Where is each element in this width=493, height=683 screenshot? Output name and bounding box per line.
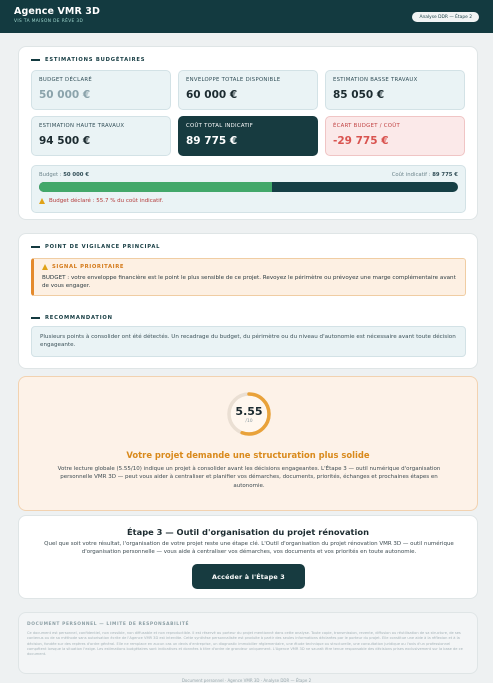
warning-icon [39, 198, 45, 204]
legal-body: Ce document est personnel, confidentiel, non cessible, non diffusable et non reproductible. Il est réservé au porteur du projet mentionné dans cette analyse. Toute copie, transmission, revente, diffusion ou réutilisation de sa structure, de ses contenus ou de sa méthode sans autorisation écrite de l'Agence VMR 3D est interdite. Cette synthèse personnalisée est produite à partir des seules informations déclarées par le porteur du projet. Elle constitue une aide à la réflexion et à la décision, fondée sur des repères d'ordre général. Elle ne remplace en aucun cas un devis d'entreprise, un diagnostic immobilier réglementaire, une étude technique ou structurelle, une consultation juridique ou l'avis d'un professionnel compétent lorsque la situation l'exige. Les estimations budgétaires sont indicatives et données à titre d'ordre de grandeur uniquement. L'Agence VMR 3D ne saurait être tenue responsable des décisions prises exclusivement sur la base de ce document. [27, 631, 463, 657]
tile-value: 50 000 € [39, 89, 91, 101]
budget-progress-fill [39, 182, 272, 192]
score-description: Votre lecture globale (5.55/10) indique un projet à consolider avant les décisions engageantes. L'Étape 3 — outil numérique d'organisation personnelle VMR 3D — peut vous aider à centraliser et planifier vos démarches, documents, priorités, échanges et prochaines étapes en autonomie. [57, 466, 441, 489]
progress-labels [32, 166, 465, 178]
progress-budget-label: Budget : 50 000 € [39, 172, 90, 178]
tile-total-envelope [178, 70, 318, 110]
legal-title: DOCUMENT PERSONNEL — LIMITE DE RESPONSABILITÉ [27, 622, 190, 627]
tile-label: ESTIMATION HAUTE TRAVAUX [39, 123, 125, 129]
budget-card [18, 46, 478, 220]
score-card [18, 376, 478, 511]
access-step3-button[interactable]: Accéder à l'Étape 3 [192, 564, 305, 589]
legal-card [18, 612, 478, 674]
score-value: 5.55 [235, 405, 263, 418]
step3-card [18, 515, 478, 599]
score-readout [226, 391, 272, 437]
reco-section-title [31, 315, 113, 321]
tile-value: 94 500 € [39, 135, 91, 147]
tile-budget-gap [325, 116, 465, 156]
step3-title: Étape 3 — Outil d'organisation du projet rénovation [127, 527, 369, 537]
brand-title: Agence VMR 3D [14, 6, 100, 17]
tile-label: ESTIMATION BASSE TRAVAUX [333, 77, 418, 83]
page-footer: Document personnel · Agence VMR 3D · Analyse DDR — Étape 2 [181, 678, 312, 683]
tile-low-estimate [325, 70, 465, 110]
score-max: /10 [245, 419, 253, 424]
section-dash [31, 317, 40, 319]
tile-value: -29 775 € [333, 135, 389, 147]
section-dash [31, 59, 40, 61]
alert-title [42, 264, 457, 270]
budget-warning-text: Budget déclaré : 55.7 % du coût indicatif. [49, 198, 164, 204]
analysis-badge: Analyse DDR — Étape 2 [412, 12, 479, 22]
tile-declared-budget [31, 70, 171, 110]
tile-value: 89 775 € [186, 135, 238, 147]
warning-icon [42, 264, 48, 270]
step3-description: Quel que soit votre résultat, l'organisation de votre projet reste une étape clé. L'Outil d'organisation du projet rénovation VMR 3D — outil numérique d'organisation personnelle — vous aide à centraliser vos démarches, vos documents et vos priorités en toute autonomie. [44, 541, 454, 556]
budget-section-title [31, 57, 145, 63]
tile-high-estimate [31, 116, 171, 156]
progress-cost-label: Coût indicatif : 89 775 € [391, 172, 458, 178]
recommendation-text: Plusieurs points à consolider ont été détectés. Un recadrage du budget, du périmètre ou du niveau d'autonomie est nécessaire avant toute décision engageante. [31, 326, 466, 357]
reco-section-label: RECOMMANDATION [45, 315, 113, 321]
tile-value: 60 000 € [186, 89, 238, 101]
vigilance-card [18, 233, 478, 369]
alert-title-text: SIGNAL PRIORITAIRE [52, 264, 125, 270]
priority-alert [31, 258, 466, 296]
tile-label: ÉCART BUDGET / COÛT [333, 123, 400, 129]
section-dash [31, 246, 40, 248]
budget-section-label: ESTIMATIONS BUDGÉTAIRES [45, 57, 146, 63]
app-header [0, 0, 493, 33]
budget-warning [32, 192, 465, 204]
alert-body: BUDGET : votre enveloppe financière est le point le plus sensible de ce projet. Revoyez le périmètre ou prévoyez une marge complémentaire avant de vous engager. [42, 275, 456, 289]
tile-total-cost [178, 116, 318, 156]
tile-value: 85 050 € [333, 89, 385, 101]
tile-label: ENVELOPPE TOTALE DISPONIBLE [186, 77, 281, 83]
tile-label: COÛT TOTAL INDICATIF [186, 123, 254, 129]
vigilance-section-label: POINT DE VIGILANCE PRINCIPAL [45, 244, 161, 250]
vigilance-section-title [31, 244, 160, 250]
budget-progress-bar [39, 182, 458, 192]
tile-label: BUDGET DÉCLARÉ [39, 77, 93, 83]
budget-progress-box [31, 165, 466, 213]
score-headline: Votre projet demande une structuration plus solide [126, 450, 370, 460]
brand-subtitle: VIS TA MAISON DE RÊVE 3D [14, 19, 84, 24]
